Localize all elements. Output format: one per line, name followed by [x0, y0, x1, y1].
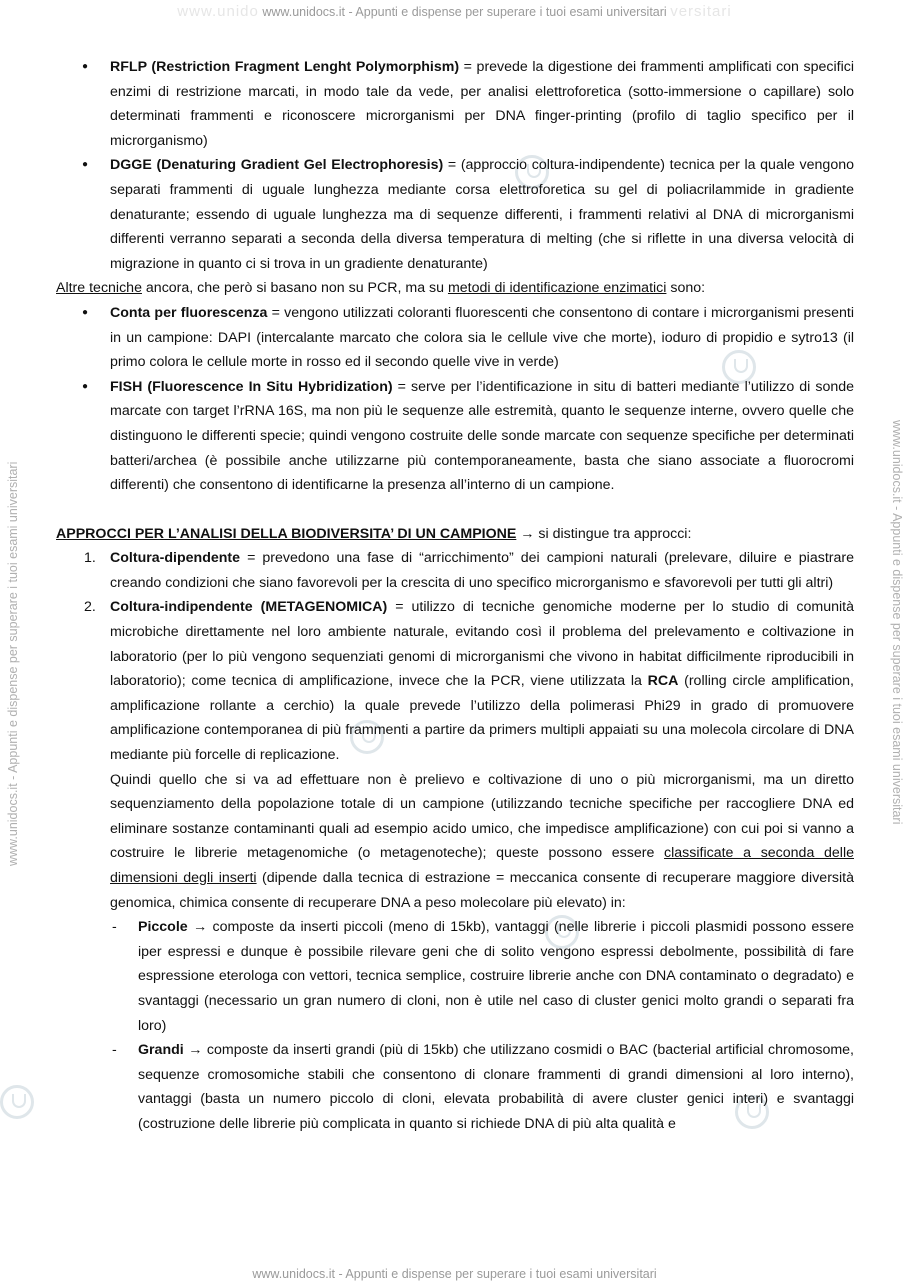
list-item [56, 546, 854, 595]
term: RFLP (Restriction Fragment Lenght Polymorphism) [110, 59, 460, 75]
faint-watermark-left: www.unido [177, 3, 259, 20]
header-watermark [0, 3, 909, 20]
list-item [110, 1038, 854, 1136]
description: → composte da inserti piccoli (meno di 15kb), vantaggi (nelle librerie i piccoli plasmidi possono essere iper espressi e dunque è possibile rilevare geni che di solito vengono espressi debolmente, possibilità di fare espressione eterologa con vettori, tecnica semplice, costruire librerie anche con DNA contaminato o degradato) e svantaggi (necessario un gran numero di cloni, non è utile nel caso di cluster genici molto grandi o separati fra loro) [138, 919, 854, 1034]
description: = serve per l’identificazione in situ di batteri mediante l’utilizzo di sonde marcate con target l’rRNA 16S, ma non più le sequenze alle estremità, quanto le sequenze interne, ovvero quelle che distinguono le differenti specie; quindi vengono costruite delle sonde marcate con sequenze specifiche per determinati batteri/archea (è possibile anche utilizzarne più contemporaneamente, basta che siano associate a fluorocromi differenti) che consentono di identificarne la presenza all’interno di un campione. [110, 378, 855, 494]
term: Grandi [138, 1042, 184, 1059]
term: Piccole [138, 919, 188, 936]
side-watermark-left: www.unidocs.it - Appunti e dispense per superare i tuoi esami universitari [6, 461, 20, 866]
item-number: 2. [84, 599, 96, 616]
bullet-list-enzymatic [56, 301, 854, 498]
term-secondary: (METAGENOMICA) [260, 599, 388, 616]
text: (dipende dalla tecnica di estrazione = meccanica consente di recuperare maggiore diversità genomica, chimica consente di recuperare DNA a peso molecolare più elevato) in: [110, 870, 854, 911]
other-techniques-paragraph [56, 276, 854, 301]
underlined-text: metodi di identificazione enzimatici [447, 280, 667, 297]
list-item [56, 153, 854, 276]
description: = prevedono una fase di “arricchimento” dei campioni naturali (prelevare, diluire e piastrare creando condizioni che siano favorevoli per la crescita di uno specifico microrganismo e sfavorevoli per tutti gli altri) [110, 550, 854, 591]
footer-watermark-text: www.unidocs.it - Appunti e dispense per superare i tuoi esami universitari [252, 1267, 657, 1281]
text: ancora, che però si basano non su PCR, ma su [141, 280, 448, 297]
underlined-text: Altre tecniche [56, 280, 142, 297]
unidocs-logo-icon [0, 1085, 34, 1119]
libraries-paragraph [110, 768, 854, 916]
list-item [56, 375, 854, 498]
list-item [56, 55, 854, 153]
faint-watermark-right: versitari [670, 3, 732, 20]
underlined-text: classificate a seconda delle dimensioni degli inserti [110, 845, 854, 886]
term: Coltura-dipendente [110, 550, 241, 567]
section-heading-line [56, 522, 854, 547]
text: sono: [666, 280, 706, 297]
document-body [56, 55, 854, 1137]
side-watermark-right: www.unidocs.it - Appunti e dispense per superare i tuoi esami universitari [890, 420, 904, 825]
description: → composte da inserti grandi (più di 15kb) che utilizzano cosmidi o BAC (bacterial artificial chromosome, sequenze cromosomiche stabili che consentono di clonare frammenti di grandi dimensioni al loro interno), vantaggi (basta un numero piccolo di cloni, elevata probabilità di avere cluster genici interi) e svantaggi (costruzione delle librerie più complicata in quanto si richiede DNA di più alta qualità e [138, 1042, 854, 1132]
term: Coltura-indipendente [110, 599, 253, 616]
list-item [56, 595, 854, 1136]
term: FISH (Fluorescence In Situ Hybridization) [110, 378, 393, 395]
description: = utilizzo di tecniche genomiche moderne per lo studio di comunità microbiche direttamente nel loro ambiente naturale, evitando così il problema del prelevamento e coltivazione in laboratorio (per lo più vengono sequenziati genomi di microrganismi che vivono in habitat difficilmente riproducibili in laboratorio); come tecnica di amplificazione, invece che la PCR, viene utilizzata la [110, 599, 854, 690]
term: Conta per fluorescenza [110, 304, 268, 321]
metagenomics-paragraph [110, 595, 854, 767]
header-watermark-text: www.unidocs.it - Appunti e dispense per superare i tuoi esami universitari [262, 5, 667, 19]
numbered-list-approaches [56, 546, 854, 1136]
bullet-list-techniques [56, 55, 854, 276]
term-rca: RCA [647, 673, 679, 690]
item-number: 1. [84, 550, 96, 567]
term: DGGE (Denaturing Gradient Gel Electrophoresis) [110, 157, 444, 174]
dash-list-libraries [110, 915, 854, 1136]
text: Quindi quello che si va ad effettuare non è prelievo e coltivazione di uno o più microrganismi, ma un diretto sequenziamento della popolazione totale di un campione (utilizzando tecniche specifiche per raccogliere DNA ed eliminare sostanze contaminanti quali ad esempio acido umico, che impedisce amplificazione) con cui poi si vanno a costruire le librerie metagenomiche (o metagenoteche); queste possono essere [110, 771, 854, 862]
description: (rolling circle amplification, amplificazione rollante a cerchio) la quale prevede l’utilizzo della polimerasi Phi29 in grado di promuovere amplificazione contemporanea di più frammenti a partire da primers multipli appaiati su una molecola circolare di DNA mediante più forcelle di replicazione. [110, 673, 854, 764]
list-item [110, 915, 854, 1038]
spacer [56, 498, 854, 522]
section-heading-tail: → si distingue tra approcci: [516, 525, 692, 542]
section-heading: APPROCCI PER L’ANALISI DELLA BIODIVERSITA’ DI UN CAMPIONE [56, 525, 517, 542]
description: = vengono utilizzati coloranti fluorescenti che consentono di contare i microrganismi presenti in un campione: DAPI (intercalante marcato che colora sia le cellule vive che morte), ioduro di propidio e sytro13 (il primo colora le cellule morte in rosso ed il secondo quelle vive in verde) [110, 304, 854, 371]
description: = (approccio coltura-indipendente) tecnica per la quale vengono separati frammenti di uguale lunghezza mediante corsa elettroforetica su gel di poliacrilammide in gradiente denaturante; essendo di uguale lunghezza ma di sequenze differenti, i frammenti relativi al DNA di microrganismi differenti verranno separati a seconda della diversa temperatura di melting (che si riflette in una diversa velocità di migrazione in quanto ci si trova in un gradiente denaturante) [110, 157, 854, 272]
description: = prevede la digestione dei frammenti amplificati con specifici enzimi di restrizione marcati, in modo tale da vede, per analisi elettroforetica (sotto-immersione o capillare) solo determinati frammenti e riconoscere microrganismi per DNA finger-printing (profilo di taglio specifico per il microrganismo) [110, 59, 854, 149]
footer-watermark [0, 1267, 909, 1281]
list-item [56, 301, 854, 375]
